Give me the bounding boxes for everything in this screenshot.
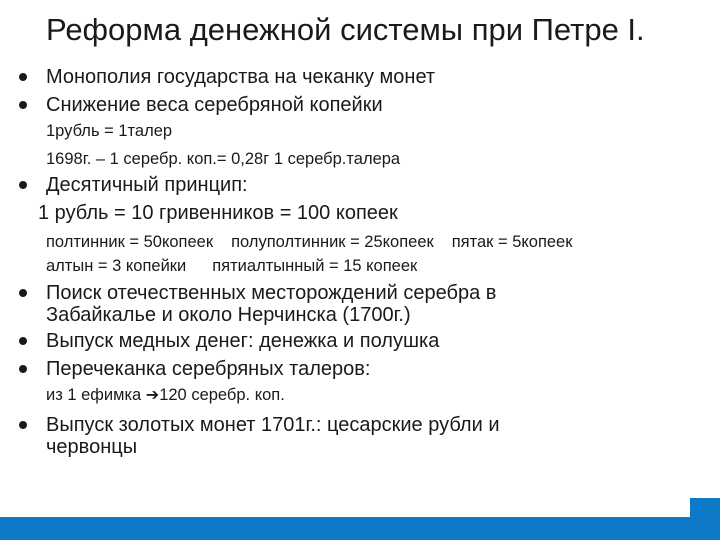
arrow-right-icon: ➔ — [145, 387, 160, 404]
sub-text — [46, 385, 285, 406]
slide-title: Реформа денежной системы при Петре I. — [46, 12, 645, 47]
bullet-text: Монополия государства на чеканку монет — [46, 66, 436, 88]
bullet-icon — [19, 101, 27, 109]
footer-accent-block — [690, 498, 720, 517]
sub-text-part: полуполтинник = 25копеек — [231, 233, 434, 251]
bullet-icon — [19, 365, 27, 373]
bullet-text: Забайкалье и около Нерчинска (1700г.) — [46, 304, 411, 326]
sub-text-part: 120 серебр. коп. — [159, 386, 285, 404]
bullet-icon — [19, 421, 27, 429]
sub-text-part: пятиалтынный = 15 копеек — [212, 257, 418, 275]
sub-text-part: алтын = 3 копейки — [46, 257, 187, 275]
bullet-text: Десятичный принцип: — [46, 174, 248, 196]
bullet-icon — [19, 337, 27, 345]
sub-text: 1698г. – 1 серебр. коп.= 0,28г 1 серебр.талера — [46, 150, 401, 168]
sub-text-part: пятак = 5копеек — [451, 233, 573, 251]
sub-text-part: из 1 ефимка — [46, 386, 146, 404]
sub-text — [46, 232, 572, 252]
bullet-text: Перечеканка серебряных талеров: — [46, 358, 371, 380]
bullet-icon — [19, 181, 27, 189]
bullet-text: червонцы — [46, 436, 138, 458]
sub-text — [46, 256, 417, 276]
sub-text: 1рубль = 1талер — [46, 122, 173, 140]
bullet-text: Поиск отечественных месторождений серебра в — [46, 282, 497, 304]
sub-text-part: полтинник = 50копеек — [46, 233, 214, 251]
bullet-icon — [19, 73, 27, 81]
bullet-text: Выпуск золотых монет 1701г.: цесарские рубли и — [46, 414, 500, 436]
sub-text: 1 рубль = 10 гривенников = 100 копеек — [38, 202, 398, 224]
bullet-icon — [19, 289, 27, 297]
bullet-text: Снижение веса серебряной копейки — [46, 94, 383, 116]
footer-bar — [0, 517, 720, 540]
bullet-text: Выпуск медных денег: денежка и полушка — [46, 330, 440, 352]
